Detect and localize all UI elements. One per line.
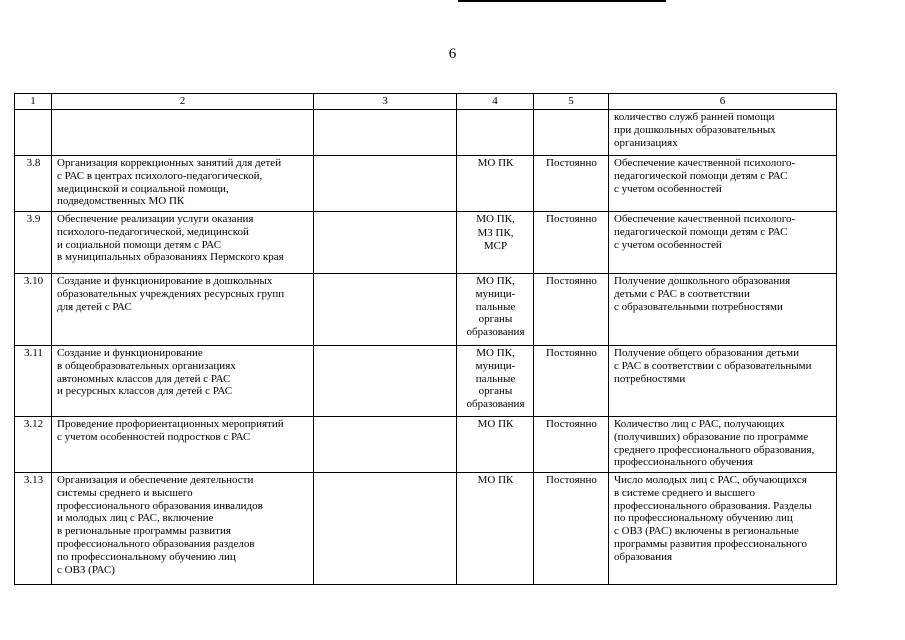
row-term: Постоянно	[534, 346, 609, 417]
row-number	[15, 110, 52, 156]
table-row	[15, 274, 837, 346]
row-result: Получение дошкольного образования детьми с РАС в соответствии с образовательными потребностями	[609, 274, 837, 346]
row-deadline	[314, 212, 457, 274]
col-header-4: 4	[457, 94, 534, 110]
row-number: 3.11	[15, 346, 52, 417]
row-executor: МО ПК	[457, 473, 534, 585]
row-executor: МО ПК, МЗ ПК, МСР	[457, 212, 534, 274]
table-row	[15, 156, 837, 212]
row-executor: МО ПК, муници- пальные органы образования	[457, 274, 534, 346]
row-event: Организация и обеспечение деятельности системы среднего и высшего профессионального образования инвалидов и молодых лиц с РАС, включение в региональные программы развития профессионального образования разделов по профессиональному обучению лиц с ОВЗ (РАС)	[52, 473, 314, 585]
row-deadline	[314, 417, 457, 473]
page-number: 6	[448, 46, 457, 62]
row-result: Обеспечение качественной психолого- педагогической помощи детям с РАС с учетом особенностей	[609, 212, 837, 274]
col-header-3: 3	[314, 94, 457, 110]
col-header-1: 1	[15, 94, 52, 110]
row-number: 3.9	[15, 212, 52, 274]
row-result: Количество лиц с РАС, получающих (получивших) образование по программе среднего профессионального образования, профессионального обучения	[609, 417, 837, 473]
table-row	[15, 212, 837, 274]
row-deadline	[314, 110, 457, 156]
row-term: Постоянно	[534, 417, 609, 473]
row-number: 3.13	[15, 473, 52, 585]
row-number: 3.8	[15, 156, 52, 212]
row-event: Проведение профориентационных мероприятий с учетом особенностей подростков с РАС	[52, 417, 314, 473]
row-event: Создание и функционирование в общеобразовательных организациях автономных классов для детей с РАС и ресурсных классов для детей с РАС	[52, 346, 314, 417]
row-event	[52, 110, 314, 156]
row-deadline	[314, 346, 457, 417]
action-plan-table	[14, 93, 837, 585]
table-row	[15, 346, 837, 417]
row-deadline	[314, 156, 457, 212]
row-executor: МО ПК, муници- пальные органы образования	[457, 346, 534, 417]
row-term: Постоянно	[534, 274, 609, 346]
row-executor	[457, 110, 534, 156]
row-event: Создание и функционирование в дошкольных образовательных учреждениях ресурсных групп для детей с РАС	[52, 274, 314, 346]
row-number: 3.12	[15, 417, 52, 473]
row-term: Постоянно	[534, 156, 609, 212]
table-row	[15, 417, 837, 473]
row-term: Постоянно	[534, 212, 609, 274]
row-result: Обеспечение качественной психолого- педагогической помощи детям с РАС с учетом особенностей	[609, 156, 837, 212]
row-deadline	[314, 473, 457, 585]
row-executor: МО ПК	[457, 156, 534, 212]
row-result: Число молодых лиц с РАС, обучающихся в системе среднего и высшего профессионального образования. Разделы по профессиональному обучению лиц с ОВЗ (РАС) включены в региональные программы развития профессионального образования	[609, 473, 837, 585]
row-term: Постоянно	[534, 473, 609, 585]
col-header-6: 6	[609, 94, 837, 110]
row-number: 3.10	[15, 274, 52, 346]
row-event: Организация коррекционных занятий для детей с РАС в центрах психолого-педагогической, медицинской и социальной помощи, подведомственных МО ПК	[52, 156, 314, 212]
col-header-2: 2	[52, 94, 314, 110]
row-result: количество служб ранней помощи при дошкольных образовательных организациях	[609, 110, 837, 156]
row-term	[534, 110, 609, 156]
row-deadline	[314, 274, 457, 346]
top-rule	[458, 0, 666, 2]
table-row	[15, 110, 837, 156]
row-executor: МО ПК	[457, 417, 534, 473]
row-event: Обеспечение реализации услуги оказания психолого-педагогической, медицинской и социальной помощи детям с РАС в муниципальных образованиях Пермского края	[52, 212, 314, 274]
table-row	[15, 473, 837, 585]
row-result: Получение общего образования детьми с РАС в соответствии с образовательными потребностями	[609, 346, 837, 417]
header-row	[15, 94, 837, 110]
col-header-5: 5	[534, 94, 609, 110]
